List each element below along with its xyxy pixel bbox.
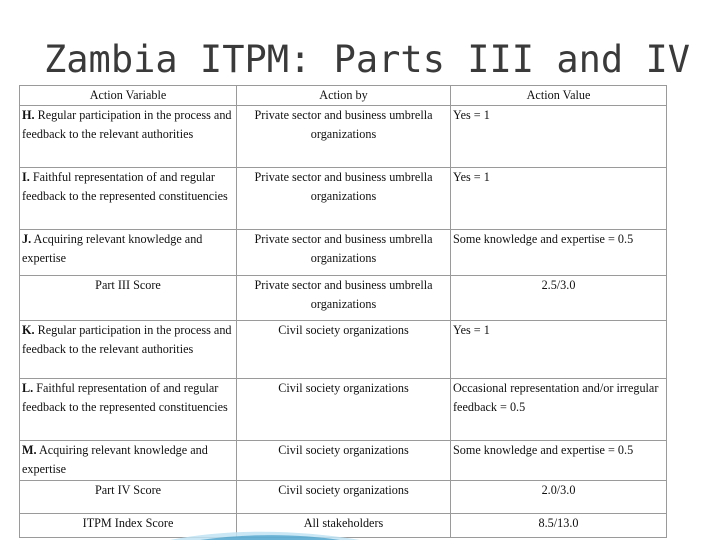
itpm-table	[19, 85, 667, 538]
table-row	[20, 321, 667, 379]
score-action-by: All stakeholders	[237, 514, 451, 538]
score-row	[20, 481, 667, 514]
action-variable-text: Regular participation in the process and feedback to the relevant authorities	[22, 108, 232, 141]
table-header-row	[20, 86, 667, 106]
score-value: 2.0/3.0	[451, 481, 667, 514]
header-action-variable: Action Variable	[20, 86, 237, 106]
action-variable-text: Acquiring relevant knowledge and expertise	[22, 443, 208, 476]
table-row	[20, 230, 667, 276]
action-by-cell: Private sector and business umbrella organizations	[237, 106, 451, 168]
score-label: Part III Score	[20, 276, 237, 321]
action-value-cell: Yes = 1	[451, 168, 667, 230]
score-action-by: Private sector and business umbrella organizations	[237, 276, 451, 321]
score-value: 2.5/3.0	[451, 276, 667, 321]
action-variable-text: Acquiring relevant knowledge and expertise	[22, 232, 203, 265]
header-action-value: Action Value	[451, 86, 667, 106]
score-label: ITPM Index Score	[20, 514, 237, 538]
action-variable-text: Regular participation in the process and feedback to the relevant authorities	[22, 323, 232, 356]
action-variable-cell	[20, 441, 237, 481]
page-title: Zambia ITPM: Parts III and IV	[44, 38, 691, 81]
action-value-cell: Yes = 1	[451, 321, 667, 379]
action-by-cell: Private sector and business umbrella organizations	[237, 168, 451, 230]
action-value-cell: Yes = 1	[451, 106, 667, 168]
row-letter: J.	[22, 232, 32, 246]
action-by-cell: Civil society organizations	[237, 321, 451, 379]
score-value: 8.5/13.0	[451, 514, 667, 538]
action-variable-text: Faithful representation of and regular feedback to the represented constituencies	[22, 381, 228, 414]
action-by-cell: Civil society organizations	[237, 441, 451, 481]
action-value-cell: Some knowledge and expertise = 0.5	[451, 230, 667, 276]
action-variable-cell	[20, 379, 237, 441]
row-letter: L.	[22, 381, 34, 395]
score-label: Part IV Score	[20, 481, 237, 514]
row-letter: I.	[22, 170, 30, 184]
score-row	[20, 276, 667, 321]
score-action-by: Civil society organizations	[237, 481, 451, 514]
action-by-cell: Private sector and business umbrella organizations	[237, 230, 451, 276]
action-variable-cell	[20, 321, 237, 379]
header-action-by: Action by	[237, 86, 451, 106]
action-variable-cell	[20, 230, 237, 276]
table-row	[20, 379, 667, 441]
action-variable-cell	[20, 106, 237, 168]
score-row	[20, 514, 667, 538]
table-row	[20, 168, 667, 230]
action-value-cell: Some knowledge and expertise = 0.5	[451, 441, 667, 481]
action-by-cell: Civil society organizations	[237, 379, 451, 441]
action-value-cell: Occasional representation and/or irregular feedback = 0.5	[451, 379, 667, 441]
action-variable-cell	[20, 168, 237, 230]
action-variable-text: Faithful representation of and regular feedback to the represented constituencies	[22, 170, 228, 203]
table-row	[20, 106, 667, 168]
table-row	[20, 441, 667, 481]
row-letter: M.	[22, 443, 37, 457]
row-letter: H.	[22, 108, 35, 122]
row-letter: K.	[22, 323, 35, 337]
